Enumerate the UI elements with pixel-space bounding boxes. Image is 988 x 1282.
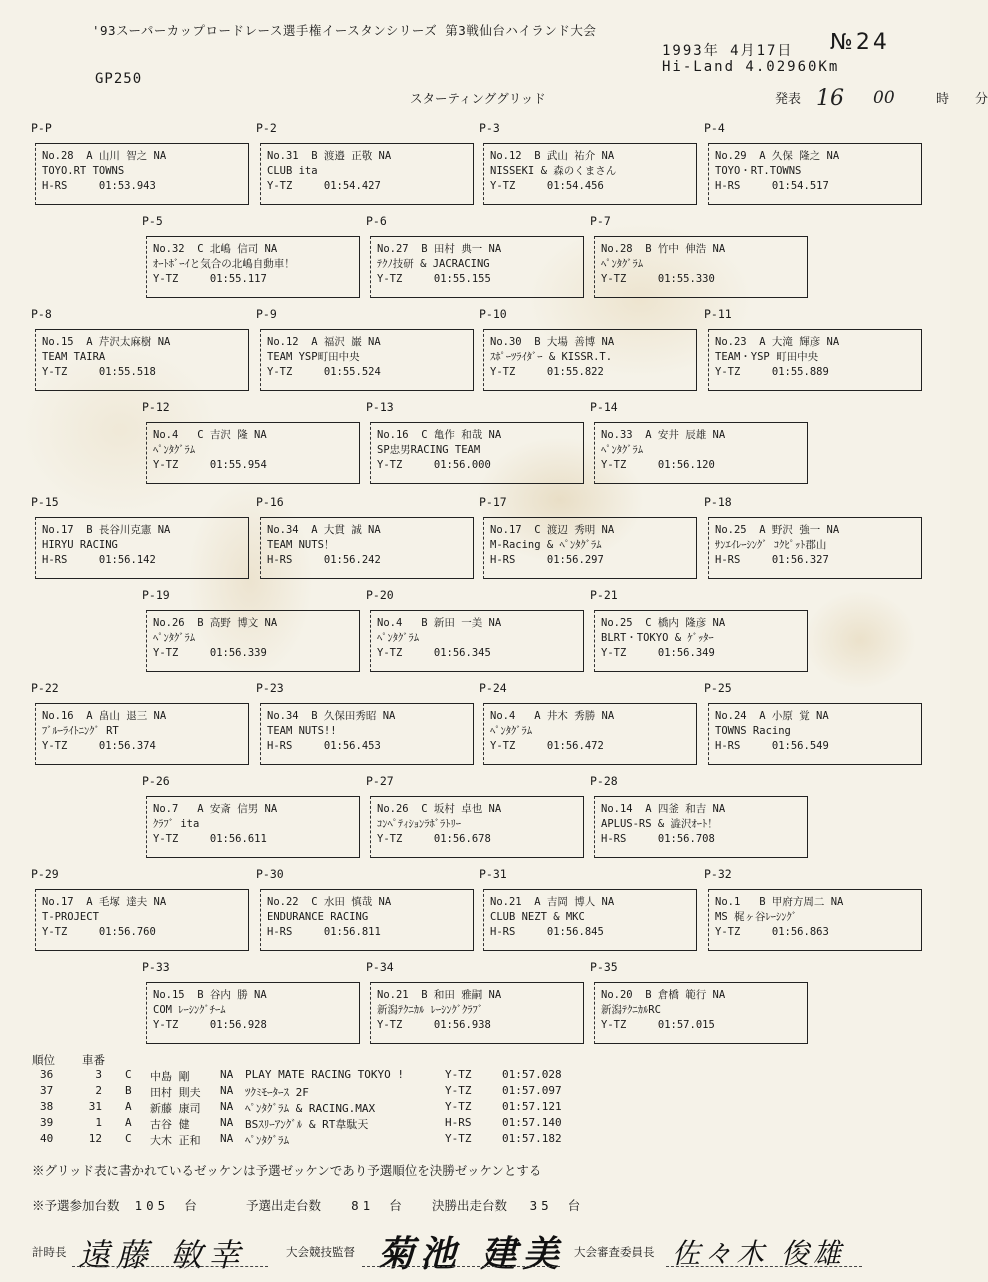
ranking-na: NA	[220, 1116, 234, 1129]
grid-position-label: P-27	[366, 774, 394, 788]
grid-position-label: P-30	[256, 867, 284, 881]
announce-label: 発表	[775, 92, 802, 107]
grid-position-label: P-12	[142, 400, 170, 414]
team-name: ｽﾎﾟｰﾂﾗｲﾀﾞｰ & KISSR.T.	[490, 351, 613, 363]
grid-slot-box	[483, 703, 697, 765]
grid-slot-box	[708, 517, 922, 579]
team-name: 新潟ﾃｸﾆｶﾙ ﾚｰｼﾝｸﾞｸﾗﾌﾞ	[377, 1004, 484, 1016]
team-name: TOYO.RT TOWNS	[42, 165, 125, 177]
entries-count: ※予選参加台数 105 台	[32, 1198, 197, 1213]
ranking-cls: B	[125, 1084, 132, 1097]
rider-entry: No.12 B 武山 祐介 NA	[490, 150, 615, 162]
signature-line	[362, 1266, 560, 1267]
ranking-team: ﾂｸﾐﾓｰﾀｰｽ 2F	[245, 1086, 309, 1099]
car-number-header: 車番	[82, 1053, 105, 1067]
grid-slot-box	[370, 236, 584, 298]
grid-position-label: P-32	[704, 867, 732, 881]
ranking-machine: Y-TZ	[445, 1068, 472, 1081]
document-number: №24	[830, 30, 890, 55]
grid-slot-box	[370, 982, 584, 1044]
grid-position-label: P-24	[479, 681, 507, 695]
team-name: TOWNS Racing	[715, 725, 791, 737]
ranking-na: NA	[220, 1132, 234, 1145]
machine-time: Y-TZ 01:56.349	[601, 647, 715, 659]
ranking-rank: 37	[40, 1084, 54, 1097]
grid-position-label: P-13	[366, 400, 394, 414]
ranking-name: 古谷 健	[150, 1118, 190, 1131]
race-class: GP250	[95, 71, 143, 87]
grid-position-label: P-31	[479, 867, 507, 881]
rider-entry: No.17 B 長谷川克憲 NA	[42, 524, 171, 536]
minute-unit: 分	[975, 92, 988, 107]
ranking-machine: Y-TZ	[445, 1084, 472, 1097]
grid-slot-box	[146, 422, 360, 484]
steward-signature: 佐々木 俊雄	[672, 1237, 845, 1270]
rider-entry: No.7 A 安斎 信男 NA	[153, 803, 278, 815]
announce-minute-handwritten: 00	[873, 88, 895, 108]
grid-position-label: P-19	[142, 588, 170, 602]
rider-entry: No.26 B 高野 博文 NA	[153, 617, 278, 629]
grid-position-label: P-15	[31, 495, 59, 509]
grid-slot-box	[260, 329, 474, 391]
rider-entry: No.21 B 和田 雅嗣 NA	[377, 989, 502, 1001]
rider-entry: No.15 B 谷内 勝 NA	[153, 989, 267, 1001]
machine-time: H-RS 01:56.297	[490, 554, 604, 566]
grid-position-label: P-21	[590, 588, 618, 602]
ranking-name: 大木 正和	[150, 1134, 201, 1147]
team-name: TEAM NUTS！	[267, 539, 335, 551]
rider-entry: No.33 A 安井 辰雄 NA	[601, 429, 726, 441]
team-name: ENDURANCE RACING	[267, 911, 369, 923]
grid-position-label: P-33	[142, 960, 170, 974]
rider-entry: No.29 A 久保 隆之 NA	[715, 150, 840, 162]
ranking-cls: C	[125, 1132, 132, 1145]
team-name: ｵｰﾄﾎﾞｰｲと気合の北嶋自動車！	[153, 258, 295, 270]
grid-slot-box	[146, 796, 360, 858]
rider-entry: No.16 C 亀作 和哉 NA	[377, 429, 502, 441]
grid-position-label: P-29	[31, 867, 59, 881]
grid-position-label: P-11	[704, 307, 732, 321]
machine-time: Y-TZ 01:56.000	[377, 459, 491, 471]
ranking-time: 01:57.121	[502, 1100, 562, 1113]
ranking-cls: C	[125, 1068, 132, 1081]
ranking-team: PLAY MATE RACING TOKYO !	[245, 1068, 404, 1081]
team-name: MS 梶ヶ谷ﾚｰｼﾝｸﾞ	[715, 911, 797, 923]
rider-entry: No.4 B 新田 一美 NA	[377, 617, 502, 629]
rider-entry: No.34 A 大貫 誠 NA	[267, 524, 381, 536]
event-date: 1993年 4月17日	[662, 43, 794, 59]
grid-slot-box	[146, 982, 360, 1044]
hour-unit: 時	[935, 92, 949, 107]
team-name: ﾍﾟﾝﾀｸﾞﾗﾑ	[601, 258, 643, 270]
grid-position-label: P-23	[256, 681, 284, 695]
grid-slot-box	[594, 236, 808, 298]
grid-position-label: P-7	[590, 214, 611, 228]
ranking-time: 01:57.182	[502, 1132, 562, 1145]
machine-time: H-RS 01:56.708	[601, 833, 715, 845]
rider-entry: No.28 B 竹中 伸浩 NA	[601, 243, 726, 255]
venue-length: Hi-Land 4.02960Km	[662, 59, 840, 75]
rider-entry: No.16 A 畠山 退三 NA	[42, 710, 167, 722]
team-name: COM ﾚｰｼﾝｸﾞﾁｰﾑ	[153, 1004, 226, 1016]
page-title: スターティンググリッド	[410, 91, 546, 106]
grid-slot-box	[260, 517, 474, 579]
ranking-rank: 38	[40, 1100, 54, 1113]
ranking-no: 1	[95, 1116, 102, 1129]
rank-header: 順位	[32, 1053, 55, 1067]
grid-slot-box	[35, 329, 249, 391]
grid-slot-box	[594, 422, 808, 484]
machine-time: Y-TZ 01:56.120	[601, 459, 715, 471]
grid-slot-box	[146, 236, 360, 298]
director-signature: 菊池 建美	[378, 1233, 565, 1275]
machine-time: Y-TZ 01:56.938	[377, 1019, 491, 1031]
ranking-team: ﾍﾟﾝﾀｸﾞﾗﾑ	[245, 1134, 289, 1147]
team-name: ﾍﾟﾝﾀｸﾞﾗﾑ	[490, 725, 532, 737]
team-name: APLUS-RS & 澁沢ｵｰﾄ！	[601, 818, 718, 830]
team-name: ｺﾝﾍﾟﾃｨｼｮﾝﾗﾎﾞﾗﾄﾘｰ	[377, 818, 461, 830]
director-label: 大会競技監督	[286, 1245, 355, 1259]
signature-line	[666, 1266, 862, 1267]
machine-time: H-RS 01:56.242	[267, 554, 381, 566]
ranking-no: 12	[88, 1132, 102, 1145]
ranking-rank: 40	[40, 1132, 54, 1145]
machine-time: Y-TZ 01:55.155	[377, 273, 491, 285]
machine-time: Y-TZ 01:56.760	[42, 926, 156, 938]
machine-time: H-RS 01:56.327	[715, 554, 829, 566]
grid-slot-box	[260, 143, 474, 205]
rider-entry: No.32 C 北嶋 信司 NA	[153, 243, 278, 255]
team-name: ﾌﾞﾙｰﾗｲﾄﾆﾝｸﾞ RT	[42, 725, 119, 737]
machine-time: Y-TZ 01:55.330	[601, 273, 715, 285]
grid-slot-box	[260, 703, 474, 765]
machine-time: Y-TZ 01:56.374	[42, 740, 156, 752]
rider-entry: No.23 A 大滝 輝彦 NA	[715, 336, 840, 348]
team-name: 新潟ﾃｸﾆｶﾙRC	[601, 1004, 661, 1016]
machine-time: Y-TZ 01:56.611	[153, 833, 267, 845]
timekeeper-signature: 遠藤 敏幸	[78, 1236, 247, 1274]
machine-time: Y-TZ 01:55.518	[42, 366, 156, 378]
grid-slot-box	[594, 982, 808, 1044]
ranking-na: NA	[220, 1100, 234, 1113]
grid-slot-box	[483, 329, 697, 391]
grid-position-label: P-20	[366, 588, 394, 602]
ranking-machine: H-RS	[445, 1116, 472, 1129]
team-name: HIRYU RACING	[42, 539, 118, 551]
grid-position-label: P-16	[256, 495, 284, 509]
team-name: TOYO・RT.TOWNS	[715, 165, 802, 177]
rider-entry: No.30 B 大場 善博 NA	[490, 336, 615, 348]
ranking-rank: 39	[40, 1116, 54, 1129]
signature-line	[72, 1266, 268, 1267]
rider-entry: No.12 A 福沢 巌 NA	[267, 336, 381, 348]
ranking-team: BSｽﾘｰｱﾝｸﾞﾙ & RT韋駄天	[245, 1118, 369, 1131]
grid-slot-box	[35, 143, 249, 205]
grid-slot-box	[708, 143, 922, 205]
grid-slot-box	[708, 703, 922, 765]
ranking-rank: 36	[40, 1068, 54, 1081]
grid-slot-box	[708, 889, 922, 951]
team-name: ﾍﾟﾝﾀｸﾞﾗﾑ	[153, 444, 195, 456]
grid-slot-box	[483, 889, 697, 951]
grid-position-label: P-5	[142, 214, 163, 228]
grid-slot-box	[370, 422, 584, 484]
rider-entry: No.28 A 山川 智之 NA	[42, 150, 167, 162]
machine-time: Y-TZ 01:56.472	[490, 740, 604, 752]
ranking-team: ﾍﾟﾝﾀｸﾞﾗﾑ & RACING.MAX	[245, 1102, 376, 1115]
team-name: TEAM・YSP 町田中央	[715, 351, 819, 363]
machine-time: H-RS 01:56.142	[42, 554, 156, 566]
rider-entry: No.1 B 甲府方周二 NA	[715, 896, 844, 908]
grid-position-label: P-8	[31, 307, 52, 321]
rider-entry: No.34 B 久保田秀昭 NA	[267, 710, 396, 722]
grid-position-label: P-25	[704, 681, 732, 695]
team-name: TEAM TAIRA	[42, 351, 106, 363]
team-name: ｸﾗﾌﾞ ita	[153, 818, 200, 830]
rider-entry: No.22 C 水田 慎哉 NA	[267, 896, 392, 908]
rider-entry: No.31 B 渡邉 正敬 NA	[267, 150, 392, 162]
team-name: ﾃｸﾉ技研 & JACRACING	[377, 258, 490, 270]
ranking-machine: Y-TZ	[445, 1132, 472, 1145]
ranking-cls: A	[125, 1100, 132, 1113]
team-name: ｻﾝｴｲﾚｰｼﾝｸﾞ ｺｸﾋﾟｯﾄ郡山	[715, 539, 827, 551]
team-name: BLRT・TOKYO & ｹﾞｯﾀｰ	[601, 632, 714, 644]
grid-position-label: P-14	[590, 400, 618, 414]
rider-entry: No.25 A 野沢 強一 NA	[715, 524, 840, 536]
ranking-machine: Y-TZ	[445, 1100, 472, 1113]
machine-time: Y-TZ 01:54.456	[490, 180, 604, 192]
team-name: CLUB ita	[267, 165, 318, 177]
grid-position-label: P-28	[590, 774, 618, 788]
rider-entry: No.14 A 四釜 和吉 NA	[601, 803, 726, 815]
grid-slot-box	[483, 143, 697, 205]
machine-time: Y-TZ 01:56.345	[377, 647, 491, 659]
ranking-time: 01:57.140	[502, 1116, 562, 1129]
machine-time: H-RS 01:56.811	[267, 926, 381, 938]
grid-slot-box	[35, 889, 249, 951]
machine-time: Y-TZ 01:55.954	[153, 459, 267, 471]
machine-time: Y-TZ 01:55.822	[490, 366, 604, 378]
grid-position-label: P-P	[31, 121, 52, 135]
grid-position-label: P-6	[366, 214, 387, 228]
grid-slot-box	[370, 796, 584, 858]
grid-slot-box	[708, 329, 922, 391]
grid-position-label: P-26	[142, 774, 170, 788]
rider-entry: No.20 B 倉橋 範行 NA	[601, 989, 726, 1001]
rider-entry: No.15 A 芹沢太麻樹 NA	[42, 336, 171, 348]
machine-time: H-RS 01:56.549	[715, 740, 829, 752]
rider-entry: No.26 C 坂村 卓也 NA	[377, 803, 502, 815]
ranking-name: 中島 剛	[150, 1070, 190, 1083]
team-name: T-PROJECT	[42, 911, 99, 923]
ranking-na: NA	[220, 1084, 234, 1097]
machine-time: H-RS 01:56.845	[490, 926, 604, 938]
rider-entry: No.24 A 小原 覚 NA	[715, 710, 829, 722]
ranking-time: 01:57.097	[502, 1084, 562, 1097]
ranking-no: 3	[95, 1068, 102, 1081]
rider-entry: No.4 C 吉沢 隆 NA	[153, 429, 267, 441]
grid-position-label: P-34	[366, 960, 394, 974]
final-count: 決勝出走台数 35 台	[432, 1198, 581, 1213]
team-name: NISSEKI & 森のくまさん	[490, 165, 617, 177]
machine-time: Y-TZ 01:55.889	[715, 366, 829, 378]
grid-slot-box	[260, 889, 474, 951]
grid-position-label: P-3	[479, 121, 500, 135]
team-name: CLUB NEZT & MKC	[490, 911, 585, 923]
machine-time: Y-TZ 01:56.928	[153, 1019, 267, 1031]
grid-slot-box	[594, 610, 808, 672]
ranking-na: NA	[220, 1068, 234, 1081]
qualifying-count: 予選出走台数 81 台	[246, 1198, 402, 1213]
grid-slot-box	[483, 517, 697, 579]
rider-entry: No.4 A 井木 秀勝 NA	[490, 710, 615, 722]
ranking-name: 新藤 康司	[150, 1102, 201, 1115]
team-name: ﾍﾟﾝﾀｸﾞﾗﾑ	[377, 632, 419, 644]
rider-entry: No.17 C 渡辺 秀明 NA	[490, 524, 615, 536]
grid-position-label: P-35	[590, 960, 618, 974]
grid-position-label: P-17	[479, 495, 507, 509]
rider-entry: No.21 A 吉岡 博人 NA	[490, 896, 615, 908]
machine-time: H-RS 01:54.517	[715, 180, 829, 192]
machine-time: Y-TZ 01:56.339	[153, 647, 267, 659]
grid-slot-box	[594, 796, 808, 858]
team-name: SP忠男RACING TEAM	[377, 444, 481, 456]
machine-time: Y-TZ 01:55.524	[267, 366, 381, 378]
grid-position-label: P-22	[31, 681, 59, 695]
grid-position-label: P-4	[704, 121, 725, 135]
machine-time: Y-TZ 01:57.015	[601, 1019, 715, 1031]
team-name: M-Racing & ﾍﾟﾝﾀｸﾞﾗﾑ	[490, 539, 602, 551]
team-name: ﾍﾟﾝﾀｸﾞﾗﾑ	[601, 444, 643, 456]
team-name: ﾍﾟﾝﾀｸﾞﾗﾑ	[153, 632, 195, 644]
ranking-cls: A	[125, 1116, 132, 1129]
team-name: TEAM YSP町田中央	[267, 351, 360, 363]
team-name: TEAM NUTS!!	[267, 725, 337, 737]
ranking-no: 31	[88, 1100, 102, 1113]
grid-position-label: P-10	[479, 307, 507, 321]
rider-entry: No.27 B 田村 典一 NA	[377, 243, 502, 255]
machine-time: Y-TZ 01:54.427	[267, 180, 381, 192]
grid-slot-box	[35, 703, 249, 765]
announce-hour-handwritten: 16	[816, 86, 844, 111]
machine-time: Y-TZ 01:56.678	[377, 833, 491, 845]
zekken-note: ※グリッド表に書かれているゼッケンは予選ゼッケンであり予選順位を決勝ゼッケンとする	[32, 1163, 542, 1178]
machine-time: Y-TZ 01:55.117	[153, 273, 267, 285]
rider-entry: No.25 C 橋内 隆彦 NA	[601, 617, 726, 629]
machine-time: H-RS 01:53.943	[42, 180, 156, 192]
event-title: '93スーパーカップロードレース選手権イースタンシリーズ 第3戦仙台ハイランド大会	[92, 23, 597, 38]
ranking-name: 田村 則夫	[150, 1086, 201, 1099]
grid-slot-box	[35, 517, 249, 579]
machine-time: Y-TZ 01:56.863	[715, 926, 829, 938]
ranking-time: 01:57.028	[502, 1068, 562, 1081]
grid-position-label: P-9	[256, 307, 277, 321]
steward-label: 大会審査委員長	[574, 1245, 655, 1259]
ranking-no: 2	[95, 1084, 102, 1097]
grid-slot-box	[370, 610, 584, 672]
grid-position-label: P-2	[256, 121, 277, 135]
timekeeper-label: 計時長	[32, 1245, 67, 1259]
grid-position-label: P-18	[704, 495, 732, 509]
machine-time: H-RS 01:56.453	[267, 740, 381, 752]
grid-slot-box	[146, 610, 360, 672]
rider-entry: No.17 A 毛塚 達夫 NA	[42, 896, 167, 908]
